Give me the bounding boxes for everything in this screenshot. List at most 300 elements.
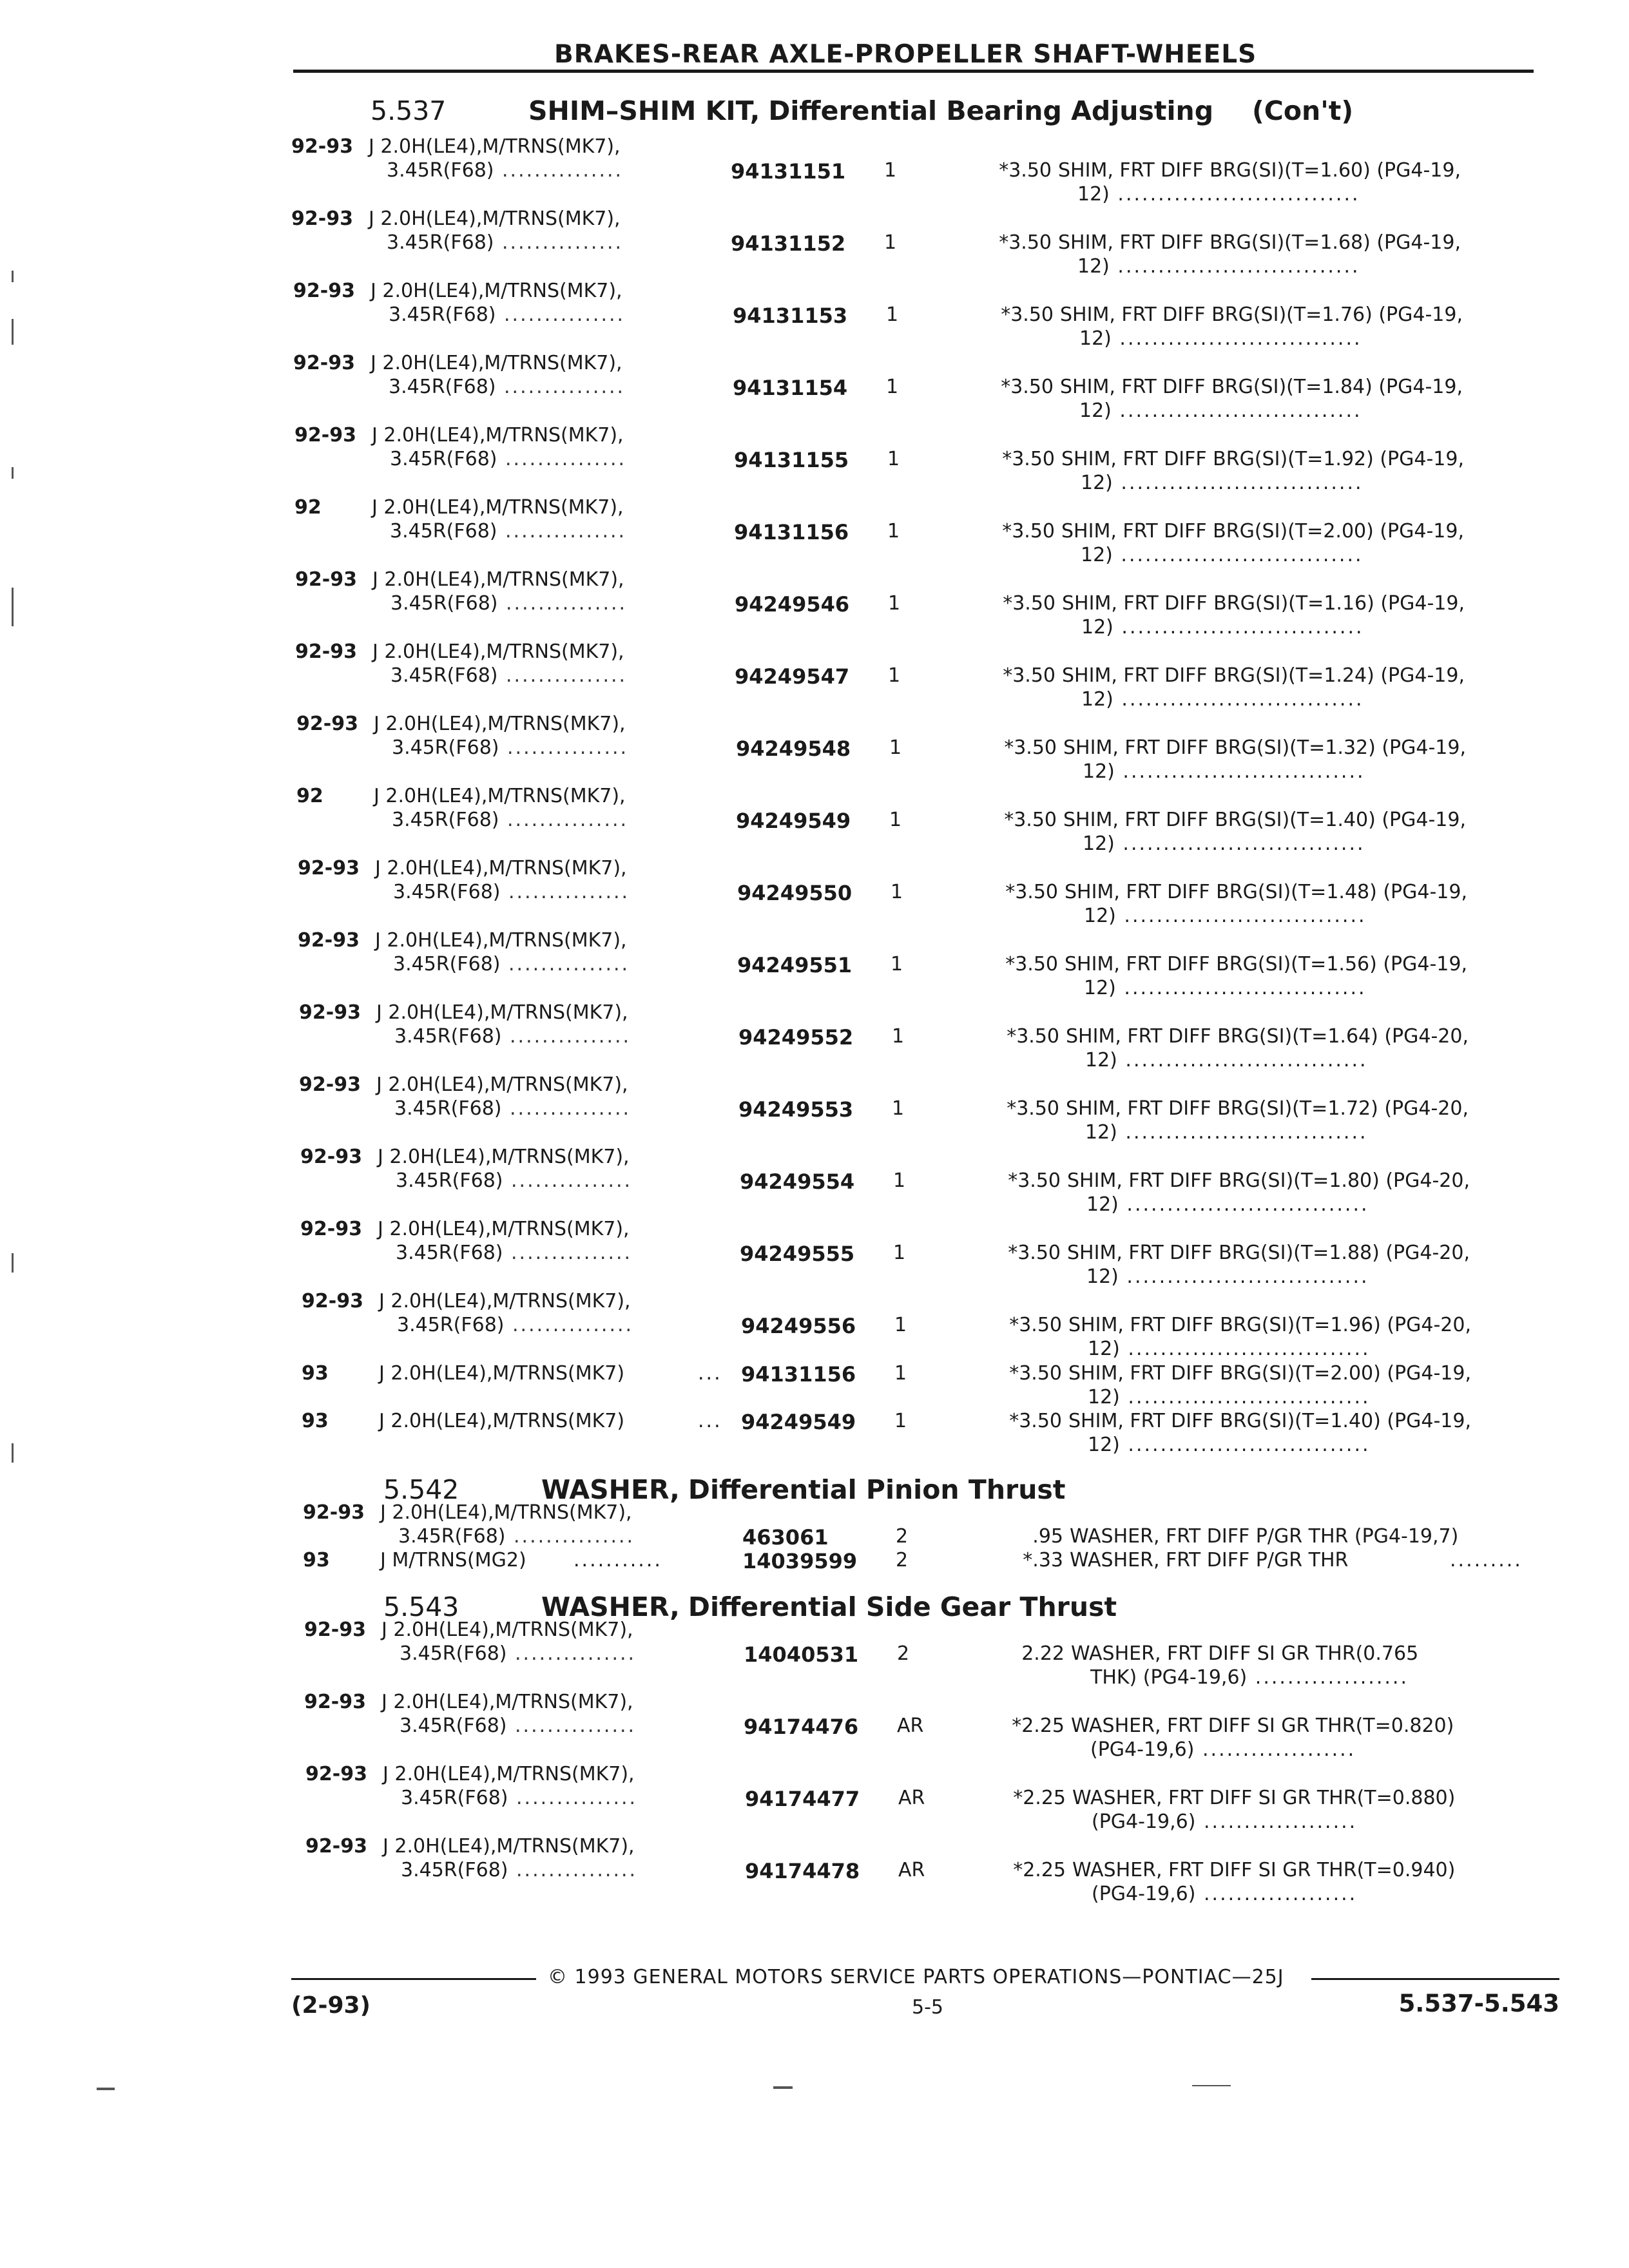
- part-description-cont-text: 12): [1084, 905, 1116, 927]
- quantity: 1: [888, 664, 901, 687]
- footer-copyright: © 1993 GENERAL MOTORS SERVICE PARTS OPERATIONS—PONTIAC—25J: [548, 1966, 1284, 1988]
- price: *3.50: [999, 159, 1052, 182]
- part-description: WASHER, FRT DIFF SI GR THR(T=0.880): [1072, 1787, 1456, 1809]
- price: *3.50: [1009, 1362, 1062, 1385]
- part-number: 94249547: [735, 664, 850, 689]
- dot-leader: ..............................: [1114, 832, 1365, 855]
- dot-leader: ...............: [500, 953, 630, 975]
- application: J 2.0H(LE4),M/TRNS(MK7),: [376, 1073, 628, 1096]
- dot-leader: ...................: [1195, 1883, 1358, 1905]
- application: J 2.0H(LE4),M/TRNS(MK7),: [378, 1146, 630, 1168]
- part-description: SHIM, FRT DIFF BRG(SI)(T=1.76) (PG4-19,: [1060, 303, 1463, 326]
- part-description: SHIM, FRT DIFF BRG(SI)(T=2.00) (PG4-19,: [1061, 520, 1465, 543]
- part-description: WASHER, FRT DIFF SI GR THR(0.765: [1071, 1642, 1419, 1665]
- quantity: 2: [896, 1549, 909, 1571]
- quantity: AR: [897, 1715, 924, 1737]
- section-heading: [383, 1591, 1117, 1622]
- footer-rule-right: [1311, 1978, 1559, 1980]
- part-number: 463061: [742, 1525, 829, 1550]
- model-year: 92: [296, 785, 323, 807]
- application: J 2.0H(LE4),M/TRNS(MK7),: [372, 424, 624, 447]
- quantity: 1: [893, 1242, 906, 1264]
- model-year: 92-93: [295, 640, 357, 663]
- dot-leader: ...............: [497, 448, 627, 470]
- quantity: AR: [898, 1859, 925, 1881]
- quantity: 1: [884, 231, 897, 254]
- dot-leader: ..............................: [1118, 1193, 1369, 1216]
- part-description-cont-text: 12): [1088, 1338, 1120, 1360]
- part-description-cont-text: 12): [1084, 977, 1116, 999]
- application-cont-text: 3.45R(F68): [387, 159, 494, 182]
- application-cont: [387, 231, 623, 254]
- price: *3.50: [1002, 448, 1055, 470]
- part-number: 94131153: [733, 303, 848, 328]
- part-number: 94249551: [737, 953, 853, 977]
- dot-leader: ...............: [496, 303, 626, 326]
- dot-leader: ...........: [574, 1549, 662, 1571]
- quantity: 1: [886, 303, 899, 326]
- part-number: 94249549: [736, 809, 851, 833]
- model-year: 92-93: [304, 1619, 366, 1641]
- part-description-cont: [1086, 1193, 1369, 1216]
- model-year: 92-93: [296, 713, 358, 735]
- application-cont: [400, 1715, 636, 1737]
- application: J 2.0H(LE4),M/TRNS(MK7),: [380, 1501, 632, 1524]
- application-cont: [390, 448, 626, 470]
- model-year: 92-93: [298, 929, 360, 952]
- part-description-cont: [1090, 1666, 1409, 1689]
- application-cont-text: 3.45R(F68): [393, 881, 501, 903]
- model-year: 93: [302, 1410, 329, 1432]
- price: *3.50: [1007, 1097, 1059, 1120]
- part-description: SHIM, FRT DIFF BRG(SI)(T=1.84) (PG4-19,: [1060, 376, 1463, 398]
- part-number: 94131156: [734, 520, 849, 544]
- part-description: SHIM, FRT DIFF BRG(SI)(T=1.48) (PG4-19,: [1065, 881, 1468, 903]
- scan-mark: [12, 271, 14, 282]
- model-year: 92: [294, 496, 322, 519]
- price: *3.50: [1003, 664, 1055, 687]
- page-number: 5-5: [912, 1996, 943, 2019]
- quantity: 1: [891, 881, 903, 903]
- application: J 2.0H(LE4),M/TRNS(MK7),: [369, 207, 621, 230]
- model-year: 92-93: [294, 424, 356, 447]
- scan-mark: [12, 1443, 14, 1463]
- part-description: SHIM, FRT DIFF BRG(SI)(T=1.68) (PG4-19,: [1058, 231, 1461, 254]
- application-cont: [401, 1859, 637, 1881]
- model-year: 92-93: [302, 1290, 363, 1312]
- price: .95: [1032, 1525, 1063, 1548]
- part-number: 94131154: [733, 376, 848, 400]
- application: J 2.0H(LE4),M/TRNS(MK7),: [383, 1763, 635, 1785]
- part-description-cont: [1081, 544, 1364, 566]
- dot-leader: ...............: [501, 1025, 631, 1048]
- part-description: SHIM, FRT DIFF BRG(SI)(T=1.40) (PG4-19,: [1068, 1410, 1472, 1432]
- model-year: 92-93: [305, 1763, 367, 1785]
- section-range: 5.537-5.543: [1398, 1990, 1559, 2017]
- part-description-cont-text: 12): [1081, 544, 1113, 566]
- dot-leader: ...............: [494, 231, 624, 254]
- part-description-cont-text: (PG4-19,6): [1090, 1738, 1195, 1761]
- dot-leader: ..............................: [1109, 183, 1360, 206]
- dot-leader: ...............: [503, 1169, 633, 1192]
- part-description: SHIM, FRT DIFF BRG(SI)(T=1.72) (PG4-20,: [1066, 1097, 1469, 1120]
- part-description: SHIM, FRT DIFF BRG(SI)(T=1.56) (PG4-19,: [1065, 953, 1468, 975]
- part-description: WASHER, FRT DIFF P/GR THR (PG4-19,7): [1070, 1525, 1459, 1548]
- part-number: 94249550: [737, 881, 853, 905]
- model-year: 92-93: [293, 352, 355, 374]
- dot-leader: ...............: [505, 1525, 635, 1548]
- dot-leader: ..............................: [1111, 327, 1362, 350]
- section-number: 5.543: [383, 1591, 459, 1622]
- part-description: SHIM, FRT DIFF BRG(SI)(T=1.16) (PG4-19,: [1062, 592, 1465, 615]
- application-cont-text: 3.45R(F68): [397, 1314, 505, 1336]
- section-description: Differential Bearing Adjusting: [768, 95, 1214, 126]
- dot-leader: ...............: [506, 1715, 637, 1737]
- dot-leader: ..............................: [1117, 1049, 1368, 1072]
- section-name: SHIM–SHIM KIT,: [528, 95, 760, 126]
- application-cont: [387, 159, 623, 182]
- part-number: 94174476: [744, 1715, 859, 1739]
- price: 2.22: [1021, 1642, 1065, 1665]
- application-cont-text: 3.45R(F68): [400, 1642, 507, 1665]
- dot-leader: ...............: [499, 736, 629, 759]
- footer-rule-left: [291, 1978, 536, 1980]
- part-number: 94249549: [741, 1410, 856, 1434]
- part-number: 14040531: [744, 1642, 859, 1667]
- part-description-cont-text: THK) (PG4-19,6): [1090, 1666, 1248, 1689]
- application-cont: [392, 809, 628, 831]
- part-description-cont: [1085, 1049, 1368, 1072]
- part-description-cont-text: 12): [1088, 1434, 1120, 1456]
- part-description: WASHER, FRT DIFF SI GR THR(T=0.940): [1072, 1859, 1456, 1881]
- section-description: Differential Pinion Thrust: [688, 1474, 1066, 1505]
- model-year: 92-93: [291, 207, 353, 230]
- price: *.33: [1023, 1549, 1063, 1571]
- application-cont: [394, 1025, 631, 1048]
- part-description-cont: [1081, 688, 1364, 711]
- application-cont: [401, 1787, 637, 1809]
- price: *3.50: [1009, 1410, 1062, 1432]
- scan-mark: [12, 1253, 14, 1273]
- part-description-cont-text: 12): [1077, 183, 1110, 206]
- scan-mark: [12, 588, 14, 626]
- part-number: 94249556: [741, 1314, 856, 1338]
- part-description-cont: [1077, 255, 1360, 278]
- dot-leader: ..............................: [1113, 616, 1364, 639]
- quantity: 1: [884, 159, 897, 182]
- section-name: WASHER,: [541, 1591, 680, 1622]
- price: *3.50: [1003, 592, 1055, 615]
- part-description-cont-text: (PG4-19,6): [1092, 1811, 1196, 1833]
- part-description-cont-text: 12): [1085, 1121, 1117, 1144]
- dot-leader: ..............................: [1119, 1434, 1371, 1456]
- price: *3.50: [1007, 1025, 1059, 1048]
- part-number: 94131152: [731, 231, 846, 256]
- application: J 2.0H(LE4),M/TRNS(MK7),: [376, 1001, 628, 1024]
- application-cont-text: 3.45R(F68): [392, 809, 499, 831]
- price: *3.50: [1005, 881, 1058, 903]
- part-description-cont-text: 12): [1079, 327, 1112, 350]
- section-name: WASHER,: [541, 1474, 680, 1505]
- application: J 2.0H(LE4),M/TRNS(MK7),: [383, 1835, 635, 1858]
- section-heading: [371, 95, 1353, 126]
- part-description-cont-text: 12): [1086, 1193, 1119, 1216]
- application-cont: [392, 736, 628, 759]
- application-cont-text: 3.45R(F68): [400, 1715, 507, 1737]
- application-cont-text: 3.45R(F68): [389, 376, 496, 398]
- model-year: 93: [303, 1549, 330, 1571]
- part-description-cont: [1081, 616, 1364, 639]
- price: *3.50: [1008, 1242, 1061, 1264]
- application-cont-text: 3.45R(F68): [390, 448, 497, 470]
- part-number: 14039599: [742, 1549, 858, 1573]
- part-description-cont: [1084, 977, 1367, 999]
- dot-leader: ...............: [497, 520, 627, 543]
- part-number: 94249548: [736, 736, 851, 761]
- model-year: 92-93: [295, 568, 357, 591]
- dot-leader: ..............................: [1111, 399, 1362, 422]
- part-description-cont: [1079, 327, 1362, 350]
- part-description-cont-text: 12): [1079, 399, 1112, 422]
- application-cont: [400, 1642, 636, 1665]
- dot-leader: ..............................: [1114, 760, 1365, 783]
- dot-leader: ...................: [1247, 1666, 1409, 1689]
- part-description-cont-text: 12): [1081, 688, 1113, 711]
- part-description-cont: [1083, 760, 1365, 783]
- application: J 2.0H(LE4),M/TRNS(MK7),: [374, 785, 626, 807]
- dot-leader: ...................: [1194, 1738, 1356, 1761]
- part-number: 94249553: [738, 1097, 854, 1122]
- dot-leader: ...............: [503, 1242, 633, 1264]
- dot-leader: ...: [698, 1362, 722, 1385]
- dot-leader: ...............: [500, 881, 630, 903]
- application: J M/TRNS(MG2): [380, 1549, 526, 1571]
- quantity: 1: [892, 1025, 905, 1048]
- model-year: 93: [302, 1362, 329, 1385]
- quantity: AR: [898, 1787, 925, 1809]
- quantity: 1: [887, 520, 900, 543]
- application-cont-text: 3.45R(F68): [390, 664, 498, 687]
- quantity: 1: [893, 1169, 906, 1192]
- part-description: SHIM, FRT DIFF BRG(SI)(T=1.40) (PG4-19,: [1063, 809, 1467, 831]
- price: *3.50: [1002, 520, 1055, 543]
- application-cont: [390, 520, 626, 543]
- part-description: WASHER, FRT DIFF P/GR THR: [1070, 1549, 1349, 1571]
- scan-mark: [97, 2088, 115, 2090]
- application: J 2.0H(LE4),M/TRNS(MK7),: [375, 857, 627, 879]
- application-cont: [389, 376, 625, 398]
- application-cont: [390, 592, 627, 615]
- application-cont-text: 3.45R(F68): [390, 592, 498, 615]
- part-description-cont: [1083, 832, 1365, 855]
- dot-leader: ...............: [508, 1787, 638, 1809]
- part-description: SHIM, FRT DIFF BRG(SI)(T=1.24) (PG4-19,: [1062, 664, 1465, 687]
- part-number: 94174477: [745, 1787, 860, 1811]
- dot-leader: .........: [1450, 1549, 1523, 1571]
- price: *2.25: [1012, 1715, 1065, 1737]
- part-description-cont-text: (PG4-19,6): [1092, 1883, 1196, 1905]
- part-description-cont: [1086, 1265, 1369, 1288]
- part-number: 94249554: [740, 1169, 855, 1194]
- part-description-cont-text: 12): [1081, 472, 1113, 494]
- application: J 2.0H(LE4),M/TRNS(MK7): [379, 1362, 625, 1385]
- quantity: 2: [897, 1642, 910, 1665]
- application-cont-text: 3.45R(F68): [390, 520, 497, 543]
- section-number: 5.542: [383, 1474, 459, 1505]
- part-description: WASHER, FRT DIFF SI GR THR(T=0.820): [1071, 1715, 1454, 1737]
- part-number: 94131151: [731, 159, 846, 184]
- application-cont-text: 3.45R(F68): [401, 1787, 508, 1809]
- price: *3.50: [1009, 1314, 1062, 1336]
- application-cont-text: 3.45R(F68): [387, 231, 494, 254]
- application: J 2.0H(LE4),M/TRNS(MK7),: [379, 1290, 631, 1312]
- model-year: 92-93: [293, 280, 355, 302]
- dot-leader: ...............: [504, 1314, 634, 1336]
- dot-leader: ...............: [499, 809, 629, 831]
- part-description: SHIM, FRT DIFF BRG(SI)(T=1.32) (PG4-19,: [1063, 736, 1467, 759]
- quantity: 1: [891, 953, 903, 975]
- model-year: 92-93: [304, 1691, 366, 1713]
- dot-leader: ..............................: [1117, 1121, 1368, 1144]
- application-cont: [393, 881, 630, 903]
- part-number: 94249555: [740, 1242, 855, 1266]
- part-description-cont: [1088, 1434, 1371, 1456]
- part-description: SHIM, FRT DIFF BRG(SI)(T=1.96) (PG4-20,: [1068, 1314, 1472, 1336]
- model-year: 92-93: [303, 1501, 365, 1524]
- part-number: 94131156: [741, 1362, 856, 1387]
- part-description-cont: [1079, 399, 1362, 422]
- application: J 2.0H(LE4),M/TRNS(MK7),: [372, 640, 624, 663]
- quantity: 1: [888, 592, 901, 615]
- part-description-cont: [1084, 905, 1367, 927]
- dot-leader: ...............: [497, 592, 628, 615]
- application-cont-text: 3.45R(F68): [394, 1097, 502, 1120]
- section-continued: (Con't): [1252, 95, 1354, 126]
- quantity: 1: [892, 1097, 905, 1120]
- application-cont: [396, 1242, 632, 1264]
- quantity: 1: [894, 1362, 907, 1385]
- part-description: SHIM, FRT DIFF BRG(SI)(T=1.88) (PG4-20,: [1067, 1242, 1470, 1264]
- quantity: 1: [894, 1410, 907, 1432]
- price: *3.50: [1004, 736, 1057, 759]
- price: *3.50: [1005, 953, 1058, 975]
- part-number: 94174478: [745, 1859, 860, 1883]
- application: J 2.0H(LE4),M/TRNS(MK7),: [372, 568, 624, 591]
- scan-mark: [1192, 2085, 1231, 2086]
- price: *2.25: [1013, 1787, 1066, 1809]
- part-description-cont: [1081, 472, 1364, 494]
- dot-leader: ...............: [501, 1097, 631, 1120]
- section-number: 5.537: [371, 95, 447, 126]
- application-cont-text: 3.45R(F68): [392, 736, 499, 759]
- part-description: SHIM, FRT DIFF BRG(SI)(T=1.60) (PG4-19,: [1058, 159, 1461, 182]
- dot-leader: ..............................: [1112, 472, 1364, 494]
- footer-date: (2-93): [291, 1992, 371, 2019]
- dot-leader: ...............: [496, 376, 626, 398]
- dot-leader: ...................: [1195, 1811, 1358, 1833]
- part-description-cont: [1090, 1738, 1356, 1761]
- part-description: SHIM, FRT DIFF BRG(SI)(T=1.92) (PG4-19,: [1061, 448, 1465, 470]
- dot-leader: ..............................: [1109, 255, 1360, 278]
- model-year: 92-93: [299, 1073, 361, 1096]
- price: *3.50: [999, 231, 1052, 254]
- scan-mark: [12, 467, 14, 479]
- part-description-cont-text: 12): [1088, 1386, 1120, 1408]
- application-cont-text: 3.45R(F68): [394, 1025, 502, 1048]
- dot-leader: ...: [698, 1410, 722, 1432]
- application: J 2.0H(LE4),M/TRNS(MK7),: [369, 135, 621, 158]
- dot-leader: ...............: [494, 159, 624, 182]
- price: *3.50: [1004, 809, 1057, 831]
- application-cont-text: 3.45R(F68): [396, 1169, 503, 1192]
- application: J 2.0H(LE4),M/TRNS(MK7),: [374, 713, 626, 735]
- part-description-cont-text: 12): [1085, 1049, 1117, 1072]
- application-cont-text: 3.45R(F68): [389, 303, 496, 326]
- part-description-cont: [1088, 1386, 1371, 1408]
- dot-leader: ...............: [506, 1642, 637, 1665]
- application: J 2.0H(LE4),M/TRNS(MK7),: [372, 496, 624, 519]
- dot-leader: ...............: [497, 664, 628, 687]
- application-cont: [390, 664, 627, 687]
- price: *3.50: [1001, 303, 1054, 326]
- quantity: 1: [887, 448, 900, 470]
- application-cont: [394, 1097, 631, 1120]
- price: *3.50: [1008, 1169, 1061, 1192]
- model-year: 92-93: [305, 1835, 367, 1858]
- part-description-cont: [1077, 183, 1360, 206]
- part-description-cont: [1092, 1811, 1357, 1833]
- part-number: 94131155: [734, 448, 849, 472]
- part-description-cont-text: 12): [1086, 1265, 1119, 1288]
- dot-leader: ..............................: [1119, 1386, 1371, 1408]
- header-rule: [293, 70, 1534, 73]
- price: *3.50: [1001, 376, 1054, 398]
- application: J 2.0H(LE4),M/TRNS(MK7),: [371, 352, 622, 374]
- dot-leader: ...............: [508, 1859, 638, 1881]
- part-description-cont-text: 12): [1077, 255, 1110, 278]
- application-cont-text: 3.45R(F68): [393, 953, 501, 975]
- application-cont: [389, 303, 625, 326]
- part-description: SHIM, FRT DIFF BRG(SI)(T=1.80) (PG4-20,: [1067, 1169, 1470, 1192]
- dot-leader: ..............................: [1115, 905, 1367, 927]
- scan-mark: [12, 319, 14, 345]
- quantity: 1: [894, 1314, 907, 1336]
- quantity: 1: [889, 809, 902, 831]
- quantity: 2: [896, 1525, 909, 1548]
- application-cont-text: 3.45R(F68): [398, 1525, 506, 1548]
- section-heading: [383, 1474, 1065, 1505]
- application: J 2.0H(LE4),M/TRNS(MK7),: [375, 929, 627, 952]
- application-cont-text: 3.45R(F68): [401, 1859, 508, 1881]
- dot-leader: ..............................: [1113, 688, 1364, 711]
- page-title: BRAKES-REAR AXLE-PROPELLER SHAFT-WHEELS: [554, 40, 1257, 69]
- model-year: 92-93: [299, 1001, 361, 1024]
- application-cont: [396, 1169, 632, 1192]
- application: J 2.0H(LE4),M/TRNS(MK7),: [378, 1218, 630, 1240]
- model-year: 92-93: [300, 1218, 362, 1240]
- part-description-cont: [1088, 1338, 1371, 1360]
- part-description: SHIM, FRT DIFF BRG(SI)(T=1.64) (PG4-20,: [1066, 1025, 1469, 1048]
- section-description: Differential Side Gear Thrust: [688, 1591, 1117, 1622]
- application: J 2.0H(LE4),M/TRNS(MK7),: [381, 1691, 633, 1713]
- part-number: 94249552: [738, 1025, 854, 1050]
- part-number: 94249546: [735, 592, 850, 617]
- scan-mark: [773, 2086, 793, 2089]
- part-description-cont-text: 12): [1081, 616, 1113, 639]
- dot-leader: ..............................: [1118, 1265, 1369, 1288]
- part-description-cont-text: 12): [1083, 832, 1115, 855]
- part-description: SHIM, FRT DIFF BRG(SI)(T=2.00) (PG4-19,: [1068, 1362, 1472, 1385]
